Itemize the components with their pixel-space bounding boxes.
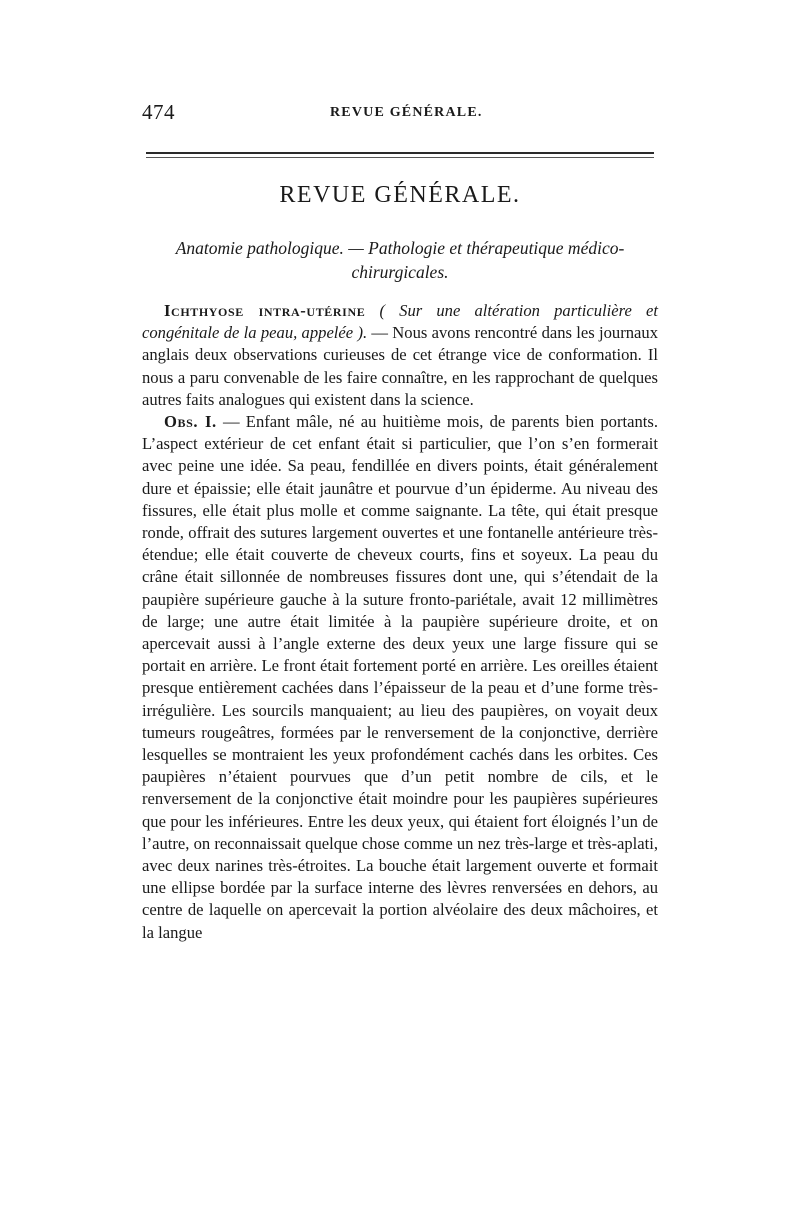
paragraph-text: — Nous avons rencontré dans les journaux anglais deux observations curieuses de cet étrange vice de conformation. Il nous a paru convenable de les faire connaître, en les rapprochant de quelques autres faits analogues qui existent dans la science. <box>142 323 658 409</box>
section-title: REVUE GÉNÉRALE. <box>279 182 521 208</box>
section-subtitle: Anatomie pathologique. — Pathologie et thérapeutique médico-chirurgicales. <box>175 238 625 282</box>
running-head <box>142 100 658 130</box>
header-rule-thick <box>146 152 654 154</box>
paragraph-observation-1 <box>142 411 658 944</box>
paragraph-ichthyose <box>142 300 658 411</box>
running-title: REVUE GÉNÉRALE. <box>330 105 483 120</box>
paragraph-lead: Obs. I. <box>164 412 217 432</box>
paragraph-lead-italic: ( Sur une altération particulière et congénitale de la peau, appelée ). <box>142 301 658 343</box>
paragraph-text: — Enfant mâle, né au huitième mois, de parents bien portants. L’aspect extérieur de cet enfant était si particulier, que l’on s’en formerait avec peine une idée. Sa peau, fendillée en divers points, était généralement dure et épaissie; elle était jaunâtre et pourvue d’un épiderme. Au niveau des fissures, elle était plus molle et comme saignante. La tête, qui était presque ronde, offrait des sutures largement ouvertes et une fontanelle antérieure très-étendue; elle était couverte de cheveux courts, fins et soyeux. La peau du crâne était sillonnée de nombreuses fissures dont une, qui s’étendait de la paupière supérieure gauche à la suture fronto-pariétale, avait 12 millimètres de large; une autre était limitée à la paupière supérieure droite, et on apercevait aussi à l’angle externe des deux yeux une large fissure qui se portait en arrière. Le front était fortement porté en arrière. Les oreilles étaient presque entièrement cachées dans l’épaisseur de la peau et d’une forme très-irrégulière. Les sourcils manquaient; au lieu des paupières, on voyait deux tumeurs rougeâtres, formées par le renversement de la conjonctive, derrière lesquelles se montraient les yeux profondément cachés dans les orbites. Ces paupières n’étaient pourvues que d’un petit nombre de cils, et le renversement de la conjonctive était moindre pour les paupières supérieures que pour les inférieures. Entre les deux yeux, qui étaient fort éloignés l’un de l’autre, on reconnaissait quelque chose comme un nez très-large et très-aplati, avec deux narines très-étroites. La bouche était largement ouverte et formait une ellipse bordée par la surface interne des lèvres renversées en dehors, au centre de laquelle on apercevait la portion alvéolaire des deux mâchoires, et la langue <box>142 412 658 942</box>
paragraph-lead: Ichthyose intra-utérine <box>164 301 366 320</box>
header-rule-thin <box>146 157 654 158</box>
body-text <box>142 300 658 944</box>
page-number: 474 <box>142 100 175 124</box>
